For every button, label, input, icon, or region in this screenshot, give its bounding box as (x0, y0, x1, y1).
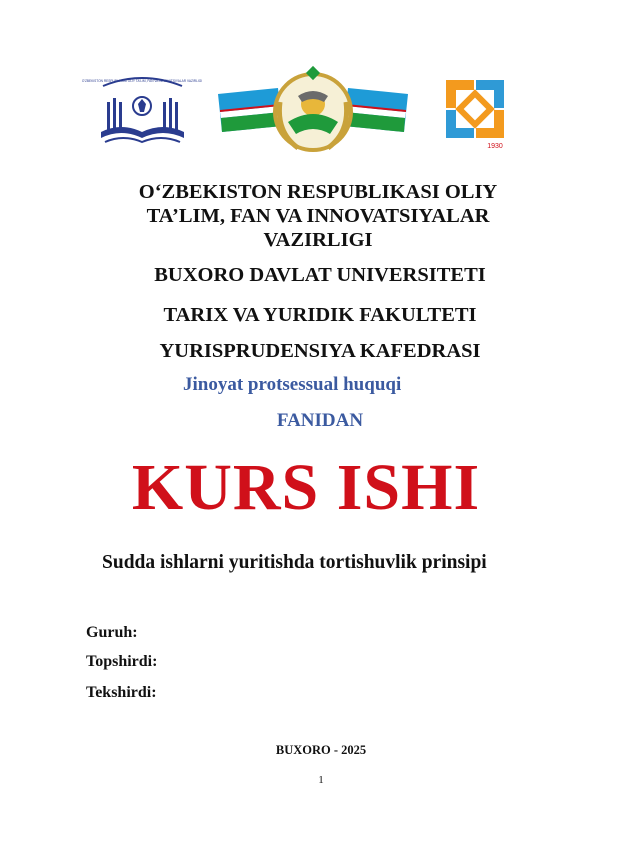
emblem-icon (218, 62, 408, 162)
logo-caption: O'ZBEKISTON RESPUBLIKASI OLIY TA'LIM, FAN VA INNOVATSIYALAR VAZIRLIGI (81, 79, 203, 83)
ministry-line: VAZIRLIGI (263, 229, 373, 251)
ministry-name (96, 180, 540, 252)
subject-name: Jinoyat protsessual huquqi (183, 374, 402, 395)
work-type-title: KURS ISHI (131, 451, 481, 524)
university-logo (81, 72, 203, 152)
group-label: Guruh: (86, 624, 138, 641)
ministry-line: TA’LIM, FAN VA INNOVATSIYALAR (146, 205, 490, 227)
faculty-name: TARIX VA YURIDIK FAKULTETI (163, 304, 477, 326)
ministry-line: O‘ZBEKISTON RESPUBLIKASI OLIY (138, 181, 498, 203)
submitted-label: Topshirdi: (86, 653, 158, 670)
university-name: BUXORO DAVLAT UNIVERSITETI (154, 264, 486, 286)
logo-year: 1930 (487, 143, 503, 150)
topic-title: Sudda ishlarni yuritishda tortishuvlik prinsipi (102, 552, 487, 573)
page-number: 1 (318, 774, 324, 786)
city-year: BUXORO - 2025 (275, 743, 367, 757)
state-emblem (218, 62, 408, 162)
department-name: YURISPRUDENSIYA KAFEDRASI (159, 340, 481, 362)
subject-suffix: FANIDAN (276, 410, 364, 431)
geometric-logo-icon (440, 70, 510, 150)
checked-label: Tekshirdi: (86, 684, 157, 701)
book-building-icon (81, 72, 203, 152)
faculty-logo (440, 70, 510, 150)
